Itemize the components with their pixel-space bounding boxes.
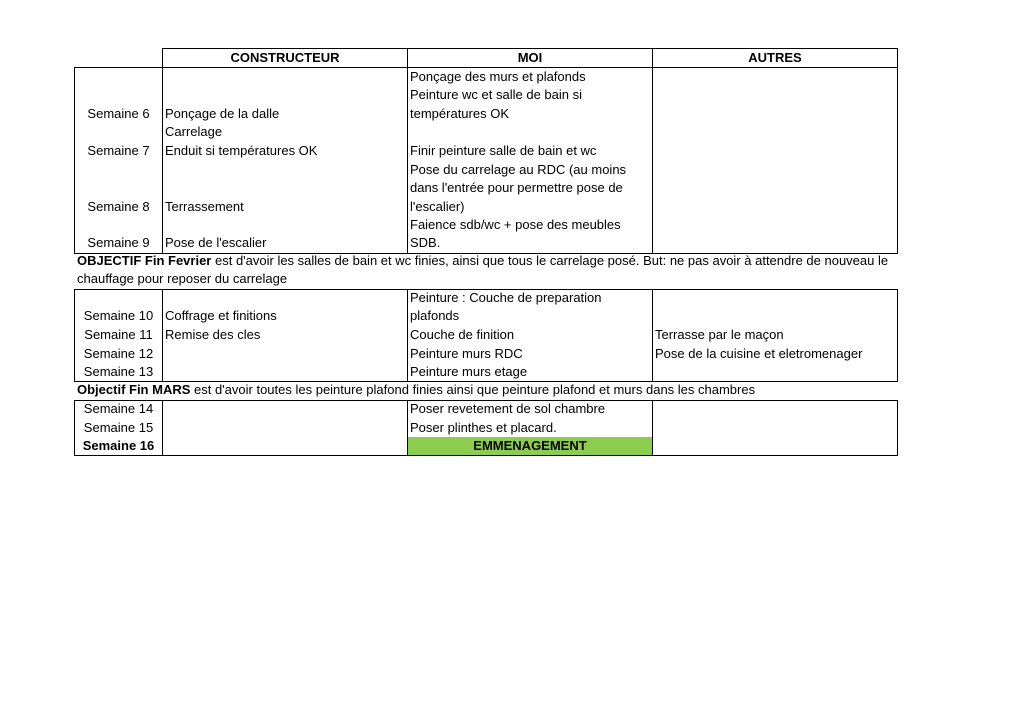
week-label: Semaine 15 [83,419,154,435]
objective-fevrier-label: OBJECTIF Fin Fevrier [77,253,212,268]
autres-task: Pose de la cuisine et eletromenager [655,345,863,361]
objective-fevrier-text: est d'avoir les salles de bain et wc finies, ainsi que tous le carrelage posé. But: ne pas avoir à attendre de nouveau le [211,253,889,268]
moi-task: Peinture wc et salle de bain si [410,87,582,103]
emmenagement-label: EMMENAGEMENT [473,438,587,454]
gridline [897,289,898,382]
constructeur-task: Enduit si températures OK [165,142,318,158]
header-autres: AUTRES [748,49,802,65]
gridline [407,289,408,382]
moi-task: Poser plinthes et placard. [410,419,557,435]
moi-task: Couche de finition [410,326,515,342]
week-label: Semaine 13 [83,363,154,379]
moi-task: l'escalier) [410,198,465,214]
week-label: Semaine 10 [83,308,154,324]
objective-fevrier-line2: chauffage pour reposer du carrelage [77,271,288,287]
week-label: Semaine 6 [87,105,150,121]
gridline [652,400,653,456]
gridline [407,67,408,253]
moi-task: Pose du carrelage au RDC (au moins [410,161,627,177]
moi-task: Peinture murs RDC [410,345,523,361]
gridline [897,48,898,67]
gridline [652,289,653,382]
constructeur-task: Terrassement [165,198,244,214]
moi-task: Ponçage des murs et plafonds [410,68,586,84]
week-label: Semaine 11 [84,326,153,342]
objective-mars [77,381,755,400]
constructeur-task: Carrelage [165,124,223,140]
gridline [897,67,898,253]
week-label: Semaine 8 [87,198,150,214]
moi-task: Faience sdb/wc + pose des meubles [410,216,621,232]
moi-task: SDB. [410,235,441,251]
gridline [652,67,653,253]
moi-task: Peinture murs etage [410,363,528,379]
gridline [162,67,163,253]
gridline [897,400,898,456]
week-label-final: Semaine 16 [82,438,155,454]
objective-mars-text: est d'avoir toutes les peinture plafond finies ainsi que peinture plafond et murs dans les chambres [190,382,756,397]
constructeur-task: Coffrage et finitions [165,308,277,324]
moi-task: dans l'entrée pour permettre pose de [410,180,623,196]
moi-task: températures OK [410,105,509,121]
gridline [162,400,163,456]
constructeur-task: Ponçage de la dalle [165,105,280,121]
moi-task: plafonds [410,308,460,324]
gridline [162,289,163,382]
constructeur-task: Remise des cles [165,326,261,342]
moi-task: Poser revetement de sol chambre [410,401,606,416]
header-moi: MOI [517,49,543,65]
objective-mars-label: Objectif Fin MARS [77,382,191,397]
week-label: Semaine 9 [87,235,150,251]
week-label: Semaine 12 [83,345,154,361]
week-label: Semaine 7 [87,142,150,158]
week-label: Semaine 14 [83,401,154,416]
autres-task: Terrasse par le maçon [655,326,784,342]
moi-task: Peinture : Couche de preparation [410,289,602,305]
objective-fevrier-line1 [77,252,888,271]
moi-task: Finir peinture salle de bain et wc [410,142,597,158]
constructeur-task: Pose de l'escalier [165,235,267,251]
header-constructeur: CONSTRUCTEUR [230,49,340,65]
